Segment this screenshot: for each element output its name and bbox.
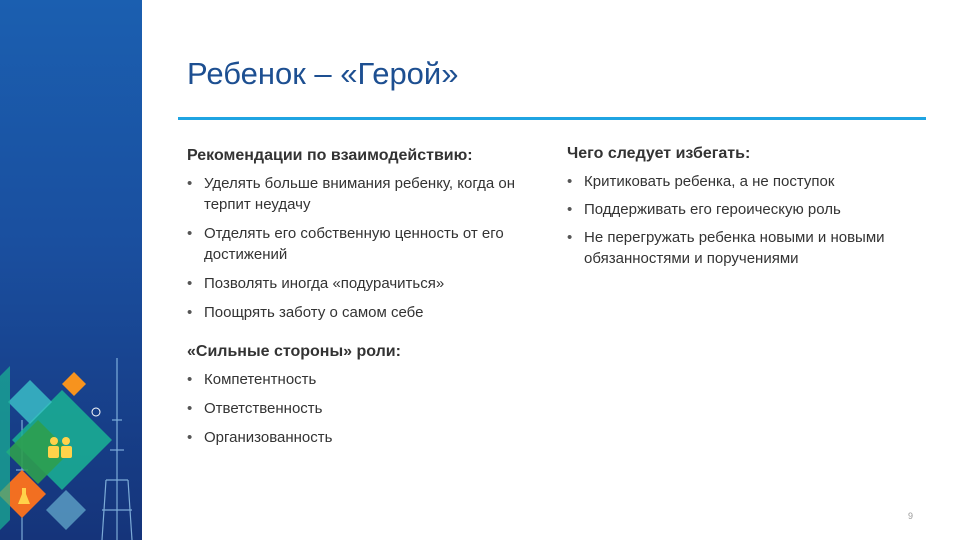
list-item: • Компетентность [187, 369, 547, 390]
list-item: • Уделять больше внимания ребенку, когда он терпит неудачу [187, 173, 547, 215]
light-diamond-shape [46, 490, 86, 530]
left-column [187, 147, 547, 456]
list-item: • Не перегружать ребенка новыми и новыми обязанностями и поручениями [567, 227, 937, 269]
list-item: • Ответственность [187, 398, 547, 419]
list-item: • Поощрять заботу о самом себе [187, 302, 547, 323]
list-item: • Поддерживать его героическую роль [567, 199, 937, 220]
recommendations-heading: Рекомендации по взаимодействию: [187, 147, 473, 164]
recommendations-list [187, 173, 547, 323]
page-number: 9 [908, 511, 914, 521]
decorative-sidebar [0, 0, 142, 540]
strengths-list [187, 369, 547, 448]
sidebar-decoration-graphic [0, 0, 142, 540]
avoid-heading: Чего следует избегать: [567, 145, 751, 162]
list-item: • Позволять иногда «подурачиться» [187, 273, 547, 294]
list-item: • Критиковать ребенка, а не поступок [567, 171, 937, 192]
right-column [567, 145, 937, 276]
strengths-heading: «Сильные стороны» роли: [187, 343, 401, 360]
list-item: • Отделять его собственную ценность от его достижений [187, 223, 547, 265]
title-divider [178, 117, 926, 120]
small-orange-diamond-shape [62, 372, 86, 396]
page-title: Ребенок – «Герой» [187, 56, 459, 91]
list-item: • Организованность [187, 427, 547, 448]
avoid-list [567, 171, 937, 269]
laurel-icon [92, 408, 100, 416]
teal-strip-shape [0, 366, 10, 530]
